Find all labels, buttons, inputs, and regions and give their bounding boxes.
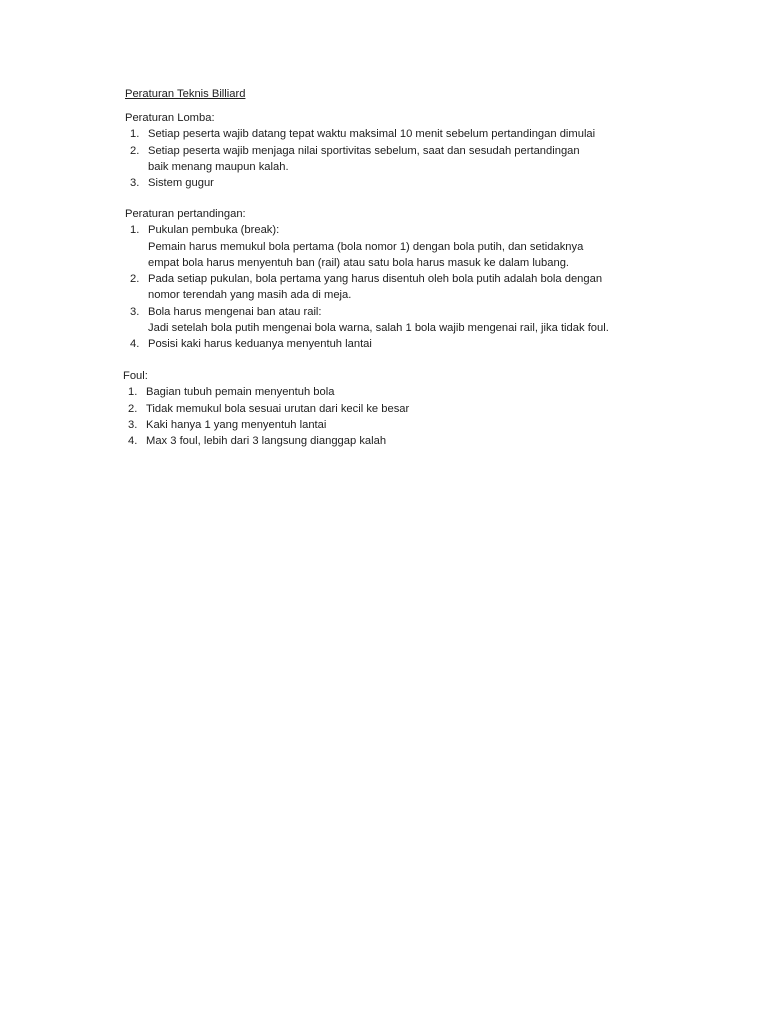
list-item-number: 2. [130, 273, 140, 286]
list-item-text: Posisi kaki harus keduanya menyentuh lantai [148, 338, 372, 351]
list-item-text: Setiap peserta wajib menjaga nilai sportivitas sebelum, saat dan sesudah pertandingan [148, 144, 580, 157]
section-heading: Peraturan Lomba: [125, 112, 215, 124]
list-item-number: 2. [130, 144, 140, 157]
section-heading: Foul: [123, 370, 148, 382]
rule-list [123, 384, 723, 449]
list-item-text: Pukulan pembuka (break): [148, 224, 280, 237]
list-item-text: Setiap peserta wajib datang tepat waktu maksimal 10 menit sebelum pertandingan dimulai [148, 128, 596, 141]
list-item-text: Bola harus mengenai ban atau rail: [148, 305, 322, 318]
section-foul [123, 368, 723, 449]
list-item-number: 3. [128, 418, 138, 431]
list-item [123, 433, 723, 449]
section-peraturan-lomba [125, 110, 725, 191]
list-item-text: Bagian tubuh pemain menyentuh bola [146, 386, 335, 399]
list-item-number: 3. [130, 177, 140, 190]
list-item [125, 304, 725, 337]
list-item-text: empat bola harus menyentuh ban (rail) atau satu bola harus masuk ke dalam lubang. [148, 256, 570, 269]
list-item [123, 384, 723, 400]
list-item [125, 222, 725, 271]
list-item-text: baik menang maupun kalah. [148, 160, 289, 173]
list-item-number: 1. [128, 386, 138, 399]
list-item [123, 417, 723, 433]
list-item-number: 1. [130, 128, 140, 141]
section-heading: Peraturan pertandingan: [125, 208, 246, 220]
document-title: Peraturan Teknis Billiard [125, 88, 246, 100]
list-item [125, 126, 725, 142]
rule-list [125, 126, 725, 191]
list-item-number: 4. [128, 435, 138, 448]
list-item-number: 2. [128, 402, 138, 415]
list-item-number: 3. [130, 305, 140, 318]
rule-list [125, 222, 725, 352]
list-item-text: Pemain harus memukul bola pertama (bola nomor 1) dengan bola putih, dan setidaknya [148, 240, 584, 253]
list-item [125, 175, 725, 191]
list-item-text: Max 3 foul, lebih dari 3 langsung dianggap kalah [146, 435, 387, 448]
list-item-text: nomor terendah yang masih ada di meja. [148, 289, 352, 302]
list-item-text: Jadi setelah bola putih mengenai bola warna, salah 1 bola wajib mengenai rail, jika tidak foul. [148, 322, 609, 335]
list-item [125, 336, 725, 352]
list-item [125, 271, 725, 304]
list-item-text: Kaki hanya 1 yang menyentuh lantai [146, 418, 327, 431]
list-item [123, 401, 723, 417]
list-item-text: Pada setiap pukulan, bola pertama yang harus disentuh oleh bola putih adalah bola dengan [148, 273, 603, 286]
list-item-text: Tidak memukul bola sesuai urutan dari kecil ke besar [146, 402, 410, 415]
list-item-text: Sistem gugur [148, 177, 214, 190]
list-item-number: 1. [130, 224, 140, 237]
section-peraturan-pertandingan [125, 206, 725, 353]
list-item-number: 4. [130, 338, 140, 351]
list-item [125, 143, 725, 176]
